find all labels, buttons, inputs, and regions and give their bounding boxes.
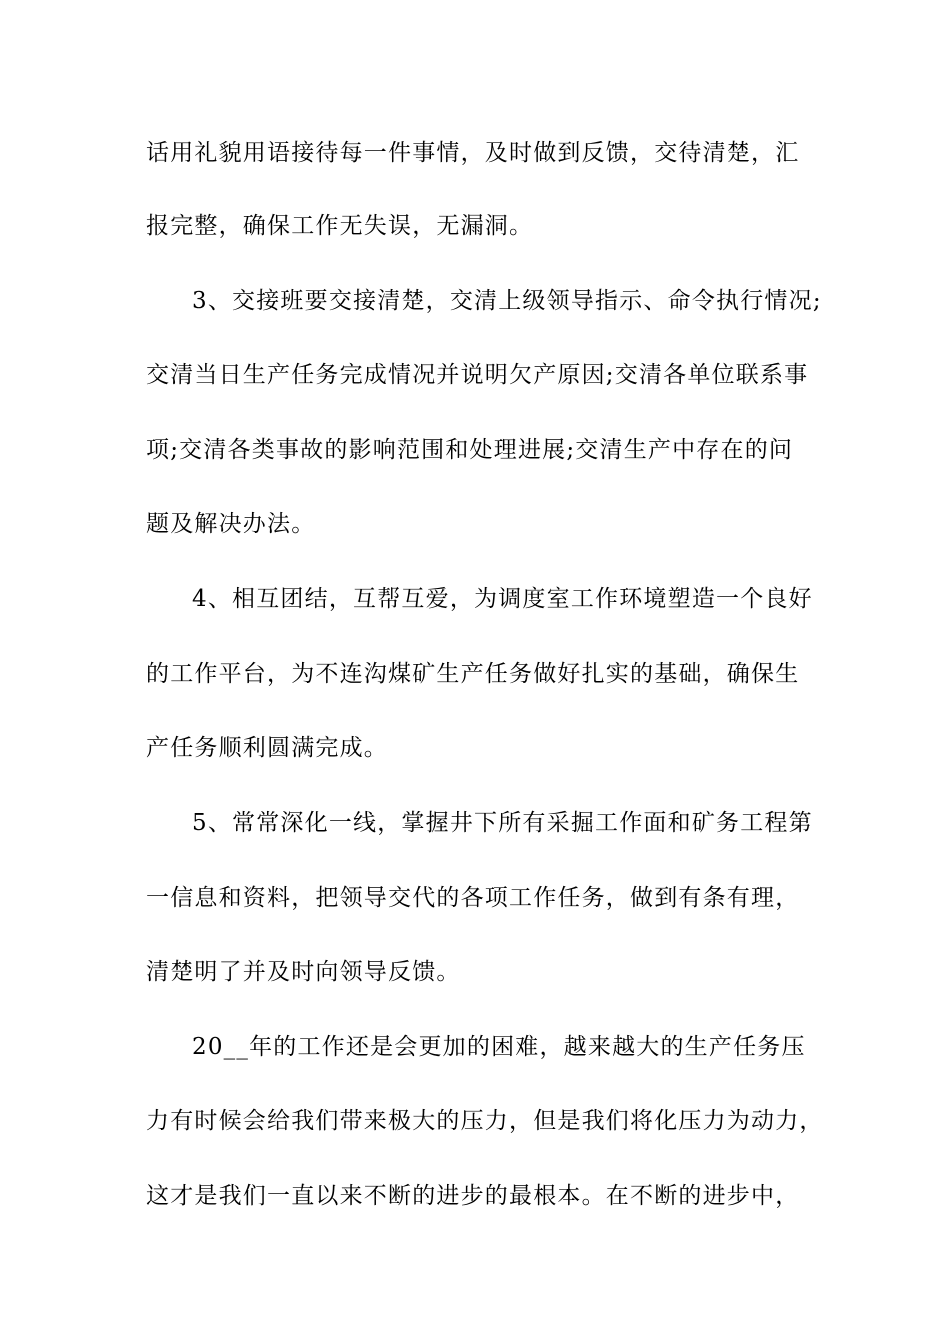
text-line: 的工作平台，为不连沟煤矿生产任务做好扎实的基础，确保生 [146, 661, 800, 687]
text-line: 产任务顺利圆满完成。 [146, 735, 388, 761]
text-line: 清楚明了并及时向领导反馈。 [146, 959, 461, 985]
text-line: 一信息和资料，把领导交代的各项工作任务，做到有条有理， [146, 885, 800, 911]
paragraph-5-line: 5、常常深化一线，掌握井下所有采掘工作面和矿务工程第 [192, 810, 813, 836]
text-line: 交清当日生产任务完成情况并说明欠产原因;交清各单位联系事 [146, 362, 809, 388]
paragraph-closing-line: 20__年的工作还是会更加的困难，越来越大的生产任务压 [192, 1034, 806, 1060]
text-line: 话用礼貌用语接待每一件事情，及时做到反馈，交待清楚，汇 [146, 140, 800, 166]
paragraph-4-line: 4、相互团结，互帮互爱，为调度室工作环境塑造一个良好 [192, 586, 813, 612]
paragraph-3-line: 3、交接班要交接清楚，交清上级领导指示、命令执行情况; [192, 288, 822, 314]
text-line: 力有时候会给我们带来极大的压力，但是我们将化压力为动力， [146, 1108, 824, 1134]
text-line: 项;交清各类事故的影响范围和处理进展;交清生产中存在的问 [146, 437, 794, 463]
text-line: 题及解决办法。 [146, 511, 316, 537]
text-line: 报完整，确保工作无失误，无漏洞。 [146, 213, 534, 239]
text-line: 这才是我们一直以来不断的进步的最根本。在不断的进步中， [146, 1183, 800, 1209]
